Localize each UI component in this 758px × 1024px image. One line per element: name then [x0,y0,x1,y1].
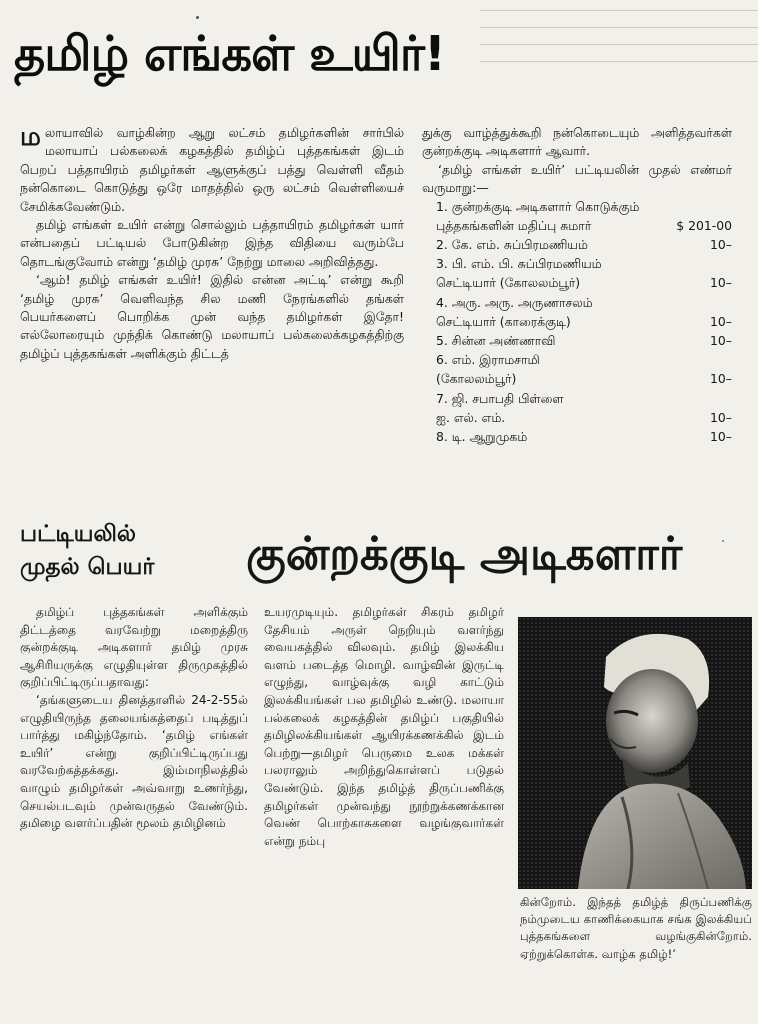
donor-name: ஐ. எல். எம். [436,409,506,425]
donor-list [422,198,732,447]
donor-name: 8. டி. ஆறுமுகம் [436,428,528,444]
donor-amount: 10– [710,237,732,252]
scan-speck [196,16,199,19]
donor-row [436,313,732,332]
subheading-line-2: முதல் பெயர் [20,554,155,580]
dropcap: ம [20,124,41,152]
donor-row [436,370,732,389]
donor-name: 5. சின்ன அண்ணாவி [436,332,556,348]
portrait-image [518,617,752,889]
article-paragraph: துக்கு வாழ்த்துக்கூறி நன்கொடையும் அளித்தவர்கள் குன்றக்குடி அடிகளார் ஆவார். [422,125,732,159]
donor-row [436,390,732,409]
article-paragraph: தமிழ்ப் புத்தகங்கள் அளிக்கும் திட்டத்தை வரவேற்று மறைத்திரு குன்றக்குடி அடிகளார் தமிழ் முரசு ஆசிரியருக்கு எழுதியுள்ள திருமுகத்தில் குறிப்பிட்டிருப்பதாவது: [20,605,248,690]
donor-row [436,198,732,217]
donor-name: (கோலலம்பூர்) [436,371,517,387]
article-column-bottom-2 [264,604,504,1022]
donor-amount: 10– [710,371,732,387]
donor-row [436,409,732,428]
donor-name: செட்டியார் (காரைக்குடி) [436,313,571,329]
subheading-line-1: பட்டியலில் [20,521,136,547]
donor-row [436,217,732,236]
donor-amount: 10– [710,313,732,329]
portrait-photo [518,617,752,889]
donor-amount: 10– [710,275,732,291]
donor-name: செட்டியார் (கோலலம்பூர்) [436,275,581,291]
donor-row [436,294,732,313]
donor-name: 6. எம். இராமசாமி [436,352,540,368]
donor-amount: $ 201-00 [676,217,732,233]
headline: தமிழ் எங்கள் உயிர்! [14,26,445,82]
donor-name: 3. பி. எம். பி. சுப்பிரமணியம் [436,256,602,272]
donor-name: 1. குன்றக்குடி அடிகளார் கொடுக்கும் [436,198,640,214]
donor-amount: 10– [710,409,732,425]
article-column-bottom-1 [20,604,248,1022]
article-paragraph: ‘ஆம்! தமிழ் எங்கள் உயிர்! இதில் என்ன அட்டி’ என்று கூறி ‘தமிழ் முரசு’ வெளிவந்த சில மணி நேரங்களில் தங்கள் பெயர்களைப் பொறிக்க முன் வந்த தமிழர்கள் இதோ! எல்லோரையும் முந்திக் கொண்டு மலாயாப் பல்கலைக்கழகத்திற்கு தமிழ்ப் புத்தகங்கள் அளிக்கும் திட்டத் [20,272,404,361]
donor-name: 2. கே. எம். சுப்பிரமணியம் [436,237,588,252]
article-column-top-right [422,124,732,498]
donor-row [436,236,732,255]
photo-caption [520,894,752,1016]
donor-row [436,255,732,274]
donor-row [436,332,732,351]
donor-name: 7. ஜி. சபாபதி பிள்ளை [436,390,564,406]
article-column-top-left [20,124,404,516]
article-paragraph: ‘தமிழ் எங்கள் உயிர்’ பட்டியலின் முதல் எண்மர் வருமாறு:— [422,161,732,196]
donor-row [436,428,732,447]
donor-amount: 10– [710,332,732,348]
photo-caption-text: கின்றோம். இந்தத் தமிழ்த் திருப்பணிக்கு நம்முடைய காணிக்கையாக சங்க இலக்கியப் புத்தகங்களை வழங்குகின்றோம். ஏற்றுக்கொள்க. வாழ்க தமிழ்!’ [520,895,752,961]
donor-name: புத்தகங்களின் மதிப்பு சுமார் [436,217,592,233]
donor-row [436,351,732,370]
article-paragraph: லாயாவில் வாழ்கின்ற ஆறு லட்சம் தமிழர்களின் சார்பில் மலாயாப் பல்கலைக் கழகத்தில் தமிழ்ப் புத்தகங்கள் இடம் பெறப் பத்தாயிரம் தமிழர்கள் ஆளுக்குப் பத்து வெள்ளி வீதம் நன்கொடை கொடுத்து ஒரே மாதத்தில் ஒரு லட்சம் வெள்ளியைச் சேமிக்கவேண்டும். [20,125,404,214]
subheading-name: குன்றக்குடி அடிகளார் [246,527,683,580]
donor-amount: 10– [710,428,732,444]
article-paragraph: ‘தங்களுடைய தினத்தாளில் 24-2-55ல் எழுதியிருந்த தலையங்கத்தைப் படித்துப் பார்த்து மகிழ்ந்தோம். ‘தமிழ் எங்கள் உயிர்’ என்று குறிப்பிட்டிருப்பது வரவேற்கத்தக்கது. இம்மாநிலத்தில் வாழும் தமிழர்கள் அவ்வாறு உணர்ந்து, செயல்படவும் முன்வருதல் வேண்டும். தமிழை வளர்ப்பதின் மூலம் தமிழினம் [20,692,248,831]
article-paragraph: உயரமுடியும். தமிழர்கள் சிகரம் தமிழர் தேசியம் அருள் நெறியும் வளர்ந்து வையகத்தில் விலவும். தமிழ் இலக்கிய வளம் படைத்த மொழி. வாழ்வின் இருட்டி எழுந்து, வாழ்வுக்கு வழி காட்டும் இலக்கியங்கள் பல தமிழில் உண்டு. மலாயா பல்கலைக் கழகத்தின் தமிழ்ப் பகுதியில் தமிழிலக்கியங்கள் ஆயிரக்கணக்கில் இடம் பெற்று—தமிழர் பெருமை உலக மக்கள் பலராலும் அறிந்துகொள்ளப் படுதல் வேண்டும். இந்த தமிழ்த் திருப்பணிக்கு தமிழர்கள் முன்வந்து நூற்றுக்கணக்கான வெண் பொற்காசுகளை வழங்குவார்கள் என்று நம்பு [264,605,504,848]
donor-row [436,274,732,293]
article-paragraph: தமிழ் எங்கள் உயிர் என்று சொல்லும் பத்தாயிரம் தமிழர்கள் யார் என்பதைப் பட்டியல் போடுகின்ற இந்த விதியை வரும்பே தொடங்குவோம் என்று ‘தமிழ் முரசு’ நேற்று மாலை அறிவித்தது. [20,217,404,269]
scan-speck [722,540,724,542]
donor-name: 4. அரு. அரு. அருணாசலம் [436,294,593,310]
